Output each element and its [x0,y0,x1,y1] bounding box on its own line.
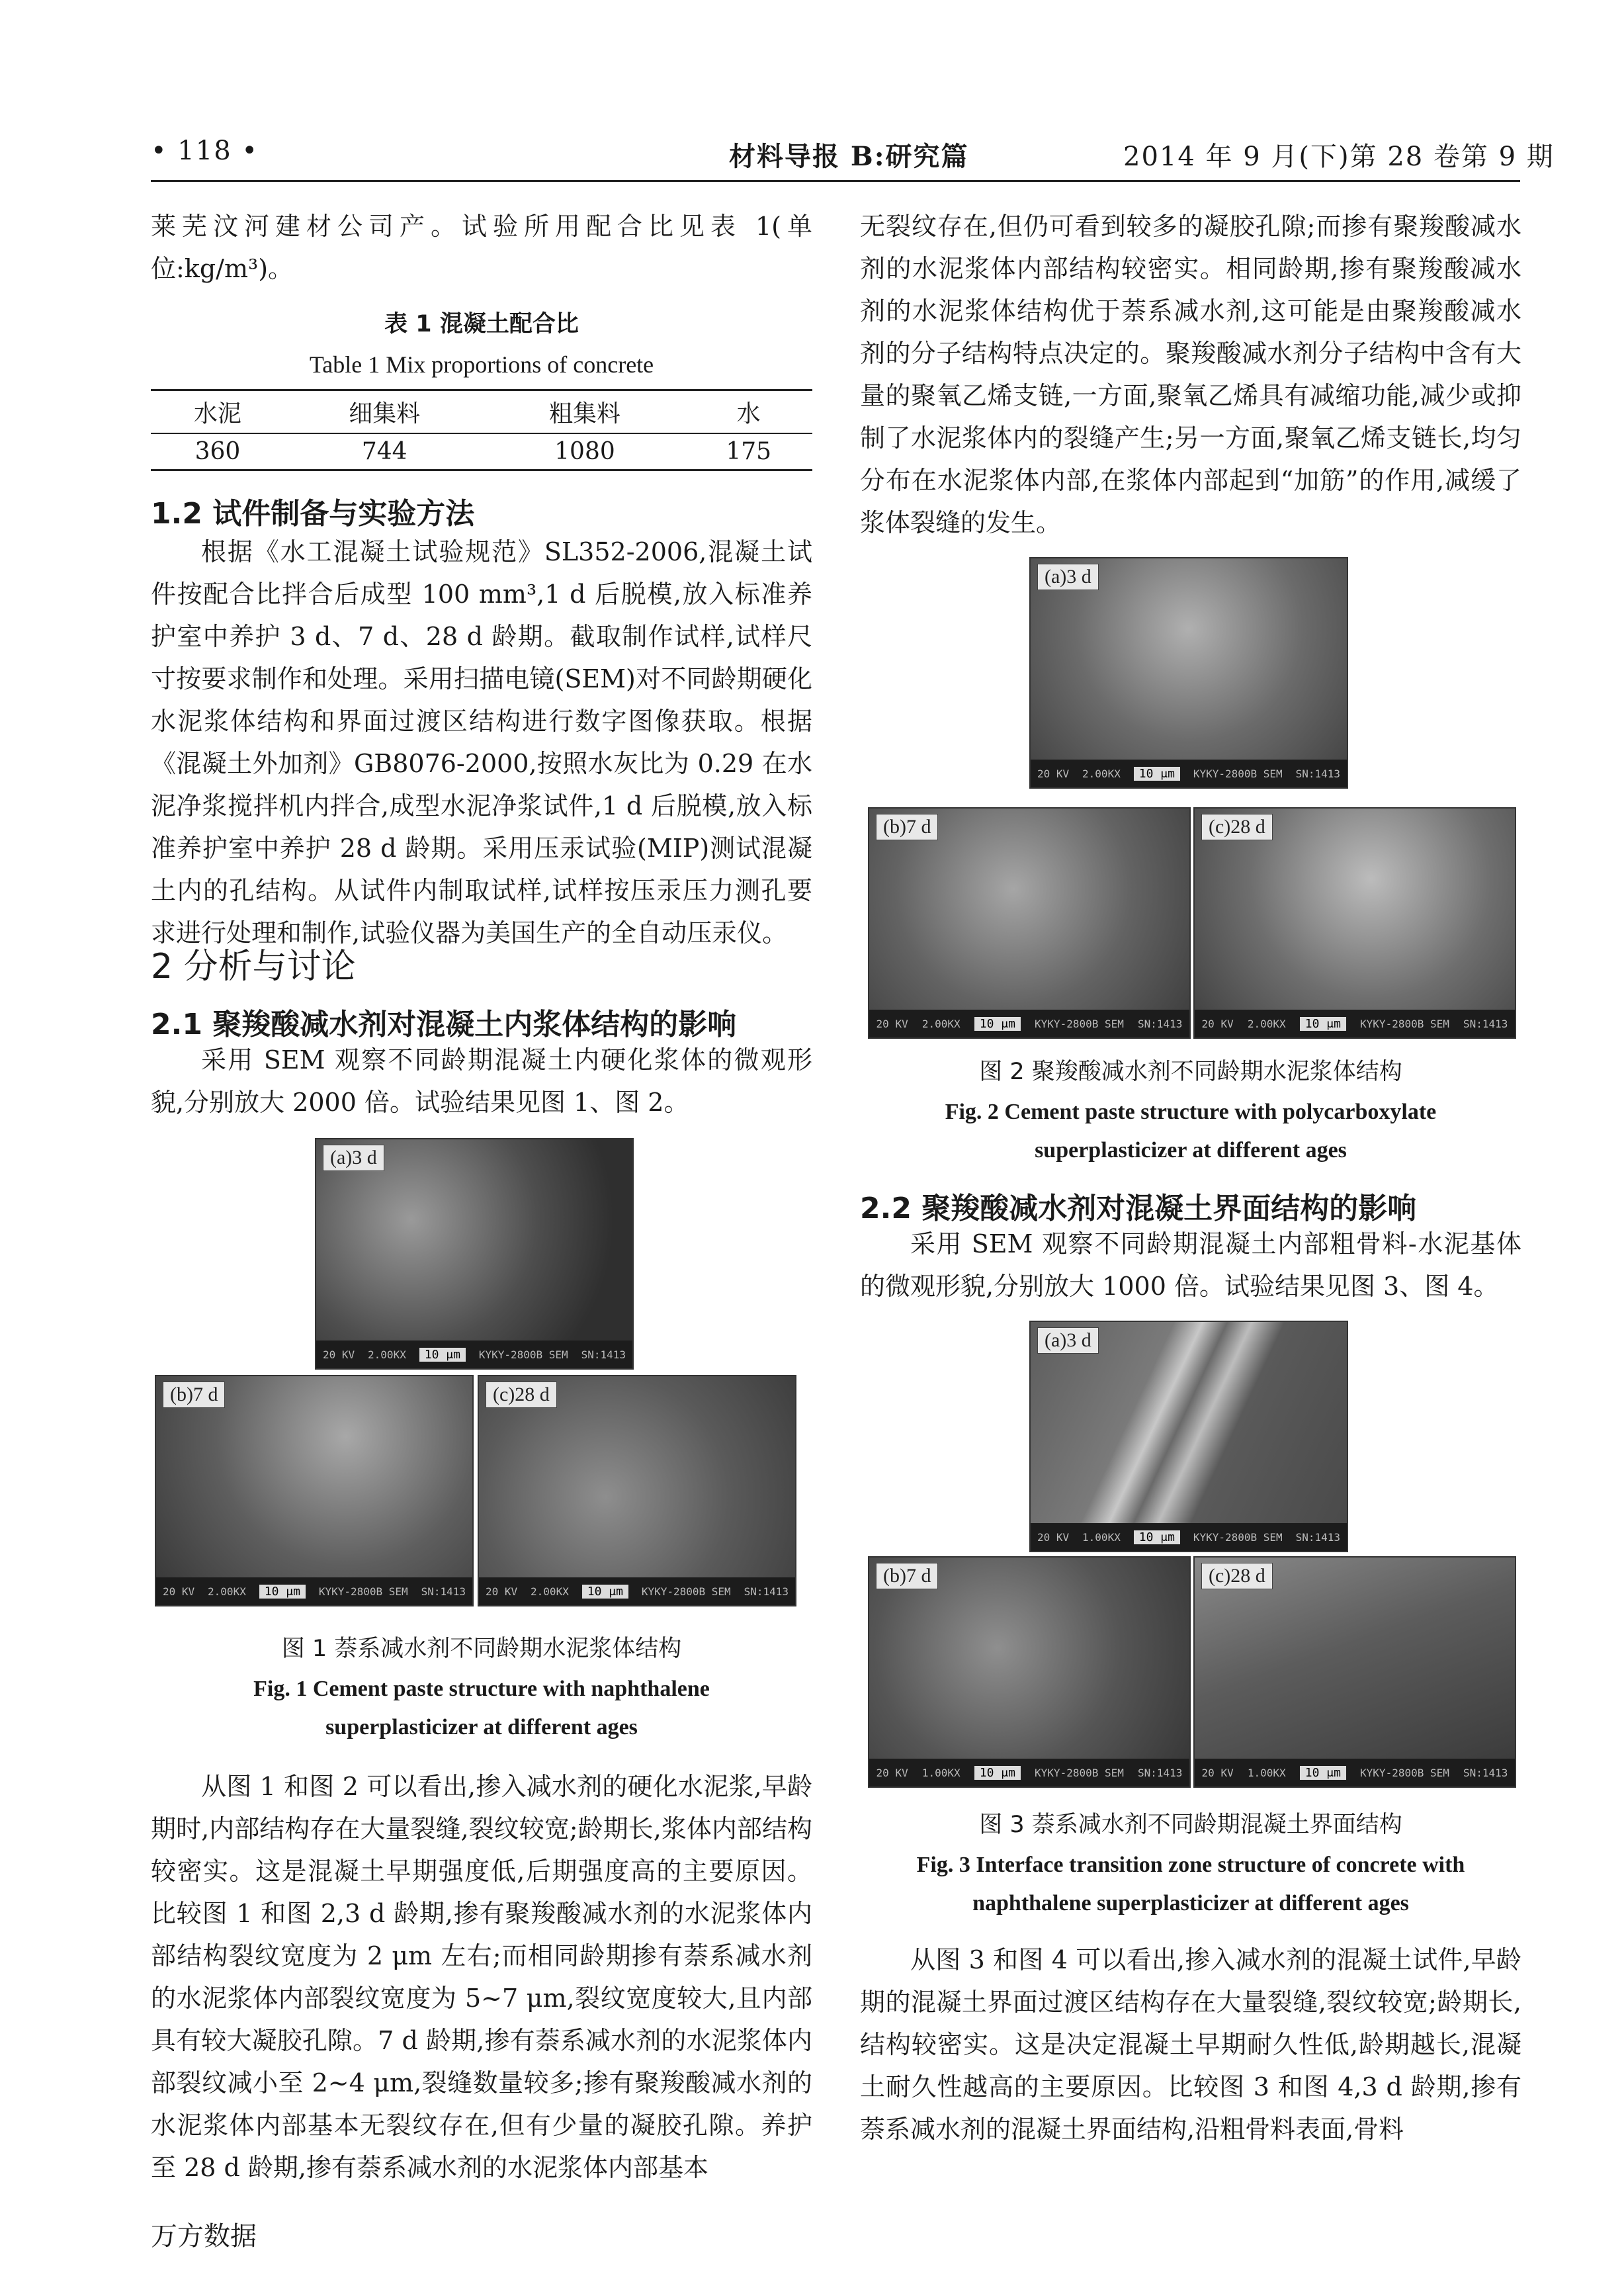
sem-scale-bar: 10 μm [1300,1766,1346,1780]
fig3-caption-en-line1: Fig. 3 Interface transition zone structure of concrete with [916,1853,1465,1877]
sem-info-text: SN:1413 [1463,1017,1508,1030]
sem-info-text: 1.00KX [921,1766,961,1779]
fig3-caption-cn: 图 3 萘系减水剂不同龄期混凝土界面结构 [979,1812,1402,1838]
sem-info-text: 20 KV [485,1585,518,1598]
sem-label: (b)7 d [163,1382,225,1408]
sem-info-text: 20 KV [322,1348,355,1361]
sem-info-text: 2.00KX [531,1585,569,1598]
paragraph-discussion-2: 无裂纹存在,但仍可看到较多的凝胶孔隙;而掺有聚羧酸减水剂的水泥浆体内部结构较密实。相同龄期,掺有聚羧酸减水剂的水泥浆体结构优于萘系减水剂,这可能是由聚羧酸减水剂的分子结构特点决定的。聚羧酸减水剂分子结构中含有大量的聚氧乙烯支链,一方面,聚氧乙烯具有减缩功能,减少或抑制了水泥浆体内的裂缝产生;另一方面,聚氧乙烯支链长,均匀分布在水泥浆体内部,在浆体内部起到“加筋”的作用,减缓了浆体裂缝的发生。 [860,212,1521,537]
fig2-sem-image-b [868,807,1191,1039]
sem-info-text: 2.00KX [208,1585,246,1598]
sem-info-text: 20 KV [876,1017,908,1030]
sem-info-bar [316,1341,632,1368]
fig3-caption [860,1806,1521,1923]
sem-info-text: SN:1413 [1138,1766,1183,1779]
sem-info-bar [479,1577,795,1605]
sem-info-text: 20 KV [1201,1017,1234,1030]
section-2-heading [151,938,356,988]
fig1-caption [151,1630,812,1747]
sem-info-text: KYKY-2800B SEM [1360,1766,1449,1779]
sem-info-text: SN:1413 [1463,1766,1508,1779]
sem-label: (b)7 d [876,814,938,840]
sem-info-text: KYKY-2800B SEM [478,1348,568,1361]
table-header: 粗集料 [548,400,620,427]
fig1-caption-en-line1: Fig. 1 Cement paste structure with naphthalene [253,1677,710,1701]
sem-info-bar [869,1010,1189,1037]
sem-info-text: 2.00KX [368,1348,406,1361]
fig2-caption-en-line2: superplasticizer at different ages [1035,1138,1347,1163]
sem-info-text: 2.00KX [1082,767,1121,780]
discussion-block-right [860,1939,1521,2150]
sem-info-text: KYKY-2800B SEM [1035,1766,1124,1779]
sem-info-text: SN:1413 [744,1585,789,1598]
table-cell: 360 [194,438,241,465]
table-header: 水泥 [193,400,241,427]
sem-scale-bar: 10 μm [582,1585,628,1599]
sem-label: (a)3 d [1037,564,1099,590]
paragraph-methods: 根据《水工混凝土试验规范》SL352-2006,混凝土试件按配合比拌合后成型 100 mm³,1 d 后脱模,放入标准养护室中养护 3 d、7 d、28 d 龄期。截取制作试样,试样尺寸按要求制作和处理。采用扫描电镜(SEM)对不同龄期硬化水泥浆体结构和界面过渡区结构进行数字图像获取。根据《混凝土外加剂》GB8076-2000,按照水灰比为 0.29 在水泥净浆搅拌机内拌合,成型水泥净浆试件,1 d 后脱模,放入标准养护室中养护 28 d 龄期。采用压汞试验(MIP)测试混凝土内的孔结构。从试件内制取试样,试样按压汞压力测孔要求进行处理和制作,试验仪器为美国生产的全自动压汞仪。 [151,537,812,947]
sem-info-text: SN:1413 [1138,1017,1183,1030]
sem-info-text: KYKY-2800B SEM [1193,1530,1283,1544]
paragraph-discussion-3: 从图 3 和图 4 可以看出,掺入减水剂的混凝土试件,早龄期的混凝土界面过渡区结构存在大量裂缝,裂纹较宽;龄期长,结构较密实。这是决定混凝土早期耐久性低,龄期越长,混凝土耐久性越高的主要原因。比较图 3 和图 4,3 d 龄期,掺有萘系减水剂的混凝土界面结构,沿粗骨料表面,骨料 [860,1945,1521,2144]
sem-info-text: 20 KV [1201,1766,1234,1779]
paragraph-sem-intro: 采用 SEM 观察不同龄期混凝土内硬化浆体的微观形貌,分别放大 2000 倍。试验结果见图 1、图 2。 [151,1045,812,1117]
sem-scale-bar: 10 μm [974,1017,1021,1031]
fig2-caption-en-line1: Fig. 2 Cement paste structure with polycarboxylate [945,1100,1437,1124]
sem-label: (b)7 d [876,1563,938,1589]
sem-info-text: KYKY-2800B SEM [318,1585,408,1598]
sem-info-text: KYKY-2800B SEM [1193,767,1283,780]
sem-info-text: KYKY-2800B SEM [641,1585,731,1598]
discussion-block-left [151,1765,812,2189]
sem-label: (c)28 d [1201,1563,1273,1589]
table-cell: 175 [726,438,772,465]
sem-info-bar [1195,1759,1515,1786]
header-rule [151,180,1520,182]
sem-info-text: 1.00KX [1247,1766,1286,1779]
fig1-sem-image-c [478,1375,796,1606]
methods-block [151,531,812,954]
sem-info-bar [1195,1010,1515,1037]
section-title: 2 分析与讨论 [151,947,356,987]
sem-scale-bar: 10 μm [419,1348,466,1362]
paragraph-intro: 莱芜汶河建材公司产。试验所用配合比见表 1(单位:kg/m³)。 [151,212,812,283]
sem-info-text: SN:1413 [421,1585,466,1598]
table-title-en: Table 1 Mix proportions of concrete [309,351,654,378]
sem-scale-bar: 10 μm [259,1585,306,1599]
sem-info-text: 20 KV [876,1766,908,1779]
sem-info-text: 1.00KX [1082,1530,1121,1544]
fig2-sem-image-c [1193,807,1516,1039]
sem-info-text: SN:1413 [1295,767,1341,780]
section-1-2-heading [151,490,474,532]
fig1-sem-image-b [155,1375,474,1606]
sem-intro-block [151,1039,812,1123]
section-title: 1.2 试件制备与实验方法 [151,497,475,531]
left-column [151,205,812,290]
sem-info-text: SN:1413 [581,1348,626,1361]
sem-info-text: SN:1413 [1295,1530,1341,1544]
fig3-sem-image-a [1029,1321,1348,1552]
table-1 [151,306,812,471]
sem-info-text: KYKY-2800B SEM [1035,1017,1124,1030]
table-header: 水 [736,400,761,427]
section-2-2-heading [860,1184,1416,1227]
sem-label: (a)3 d [1037,1327,1099,1354]
issue-info: 2014 年 9 月(下)第 28 卷第 9 期 [1123,142,1555,172]
footer-watermark: 万方数据 [151,2221,257,2252]
fig2-caption-cn: 图 2 聚羧酸减水剂不同龄期水泥浆体结构 [979,1059,1402,1085]
table-title-cn: 表 1 混凝土配合比 [384,311,579,337]
journal-name: 材料导报 B:研究篇 [729,141,969,172]
sem-label: (c)28 d [1201,814,1273,840]
sem-intro-block-2 [860,1223,1521,1307]
sem-info-text: 2.00KX [921,1017,961,1030]
sem-info-text: 20 KV [162,1585,195,1598]
sem-label: (a)3 d [323,1145,384,1171]
sem-info-text: 20 KV [1037,767,1070,780]
table-cell: 1080 [554,438,615,465]
paragraph-sem-intro-2: 采用 SEM 观察不同龄期混凝土内部粗骨料-水泥基体的微观形貌,分别放大 1000 倍。试验结果见图 3、图 4。 [860,1229,1521,1301]
sem-info-bar [156,1577,472,1605]
sem-info-text: KYKY-2800B SEM [1360,1017,1449,1030]
sem-scale-bar: 10 μm [1300,1017,1346,1031]
fig1-caption-cn: 图 1 萘系减水剂不同龄期水泥浆体结构 [281,1636,682,1662]
sem-scale-bar: 10 μm [1134,767,1180,781]
fig2-caption [860,1053,1521,1170]
page-number: • 118 • [151,136,259,166]
sem-info-bar [1031,1523,1347,1551]
fig1-sem-image-a [315,1138,634,1370]
fig3-caption-en-line2: naphthalene superplasticizer at different ages [972,1891,1409,1915]
table-cell: 744 [361,438,407,465]
sem-info-text: 2.00KX [1247,1017,1286,1030]
section-title: 2.1 聚羧酸减水剂对混凝土内浆体结构的影响 [151,1008,737,1041]
sem-scale-bar: 10 μm [1134,1530,1180,1544]
right-column [860,205,1521,544]
section-title: 2.2 聚羧酸减水剂对混凝土界面结构的影响 [860,1192,1417,1225]
fig3-sem-image-b [868,1556,1191,1788]
sem-info-text: 20 KV [1037,1530,1070,1544]
sem-info-bar [869,1759,1189,1786]
fig1-caption-en-line2: superplasticizer at different ages [325,1715,638,1739]
section-2-1-heading [151,1000,736,1043]
mix-table [151,391,812,469]
sem-info-bar [1031,760,1347,787]
fig2-sem-image-a [1029,557,1348,789]
fig3-sem-image-c [1193,1556,1516,1788]
sem-scale-bar: 10 μm [974,1766,1021,1780]
paragraph-discussion-1: 从图 1 和图 2 可以看出,掺入减水剂的硬化水泥浆,早龄期时,内部结构存在大量裂缝,裂纹较宽;龄期长,浆体内部结构较密实。这是混凝土早期强度低,后期强度高的主要原因。比较图 1 和图 2,3 d 龄期,掺有聚羧酸减水剂的水泥浆体内部结构裂纹宽度为 2 μm 左右;而相同龄期掺有萘系减水剂的水泥浆体内部裂纹宽度为 5~7 μm,裂纹宽度较大,且内部具有较大凝胶孔隙。7 d 龄期,掺有萘系减水剂的水泥浆体内部裂纹减小至 2~4 μm,裂缝数量较多;掺有聚羧酸减水剂的水泥浆体内部基本无裂纹存在,但有少量的凝胶孔隙。养护至 28 d 龄期,掺有萘系减水剂的水泥浆体内部基本 [151,1772,812,2182]
table-header: 细集料 [349,400,421,427]
sem-label: (c)28 d [486,1382,557,1408]
